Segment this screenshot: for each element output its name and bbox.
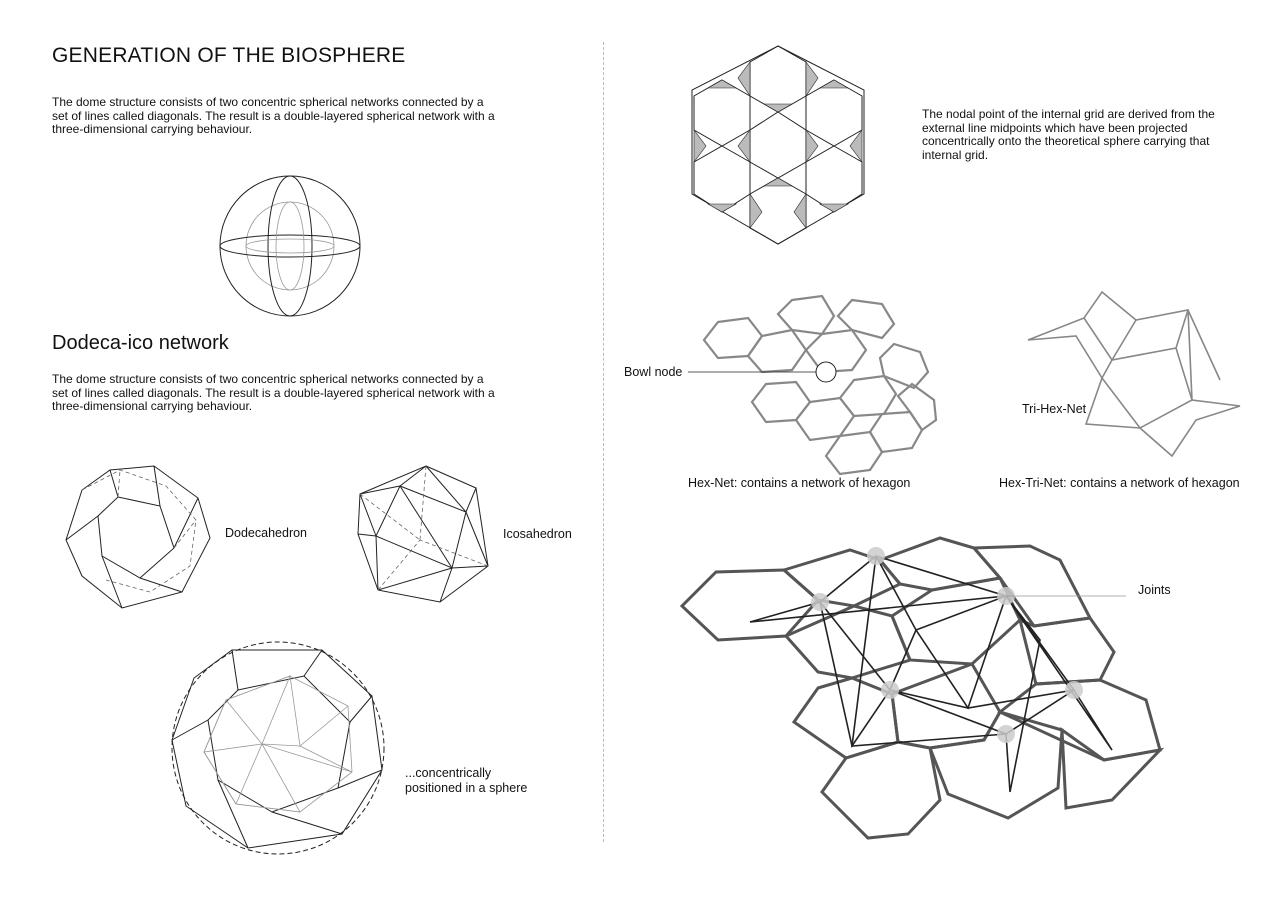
section-title: Dodeca-ico network bbox=[52, 332, 229, 354]
icosahedron-label: Icosahedron bbox=[503, 527, 572, 541]
dodecahedron-label: Dodecahedron bbox=[225, 526, 308, 540]
hex-tri-net-label: Hex-Tri-Net: contains a network of hexagon bbox=[999, 476, 1240, 490]
intro-paragraph: The dome structure consists of two concentric spherical networks connected by a set of lines called diagonals. The result is a double-layered spherical network with a three-dimensional carrying behaviour. bbox=[52, 95, 495, 136]
hex-net-label: Hex-Net: contains a network of hexagon bbox=[688, 476, 911, 490]
page-divider bbox=[603, 42, 604, 842]
nodal-paragraph: The nodal point of the internal grid are derived from the external line midpoints which have been projected concentrically onto the theoretical sphere carrying that internal grid. bbox=[922, 107, 1215, 162]
page-title: GENERATION OF THE BIOSPHERE bbox=[52, 44, 406, 67]
bowl-node-label: Bowl node bbox=[624, 365, 683, 379]
concentric-label: ...concentrically positioned in a sphere bbox=[405, 766, 528, 795]
joints-label: Joints bbox=[1138, 583, 1171, 597]
tri-hex-net-label: Tri-Hex-Net bbox=[1022, 402, 1087, 416]
section-paragraph: The dome structure consists of two concentric spherical networks connected by a set of lines called diagonals. The result is a double-layered spherical network with a three-dimensional carrying behaviour. bbox=[52, 372, 495, 413]
